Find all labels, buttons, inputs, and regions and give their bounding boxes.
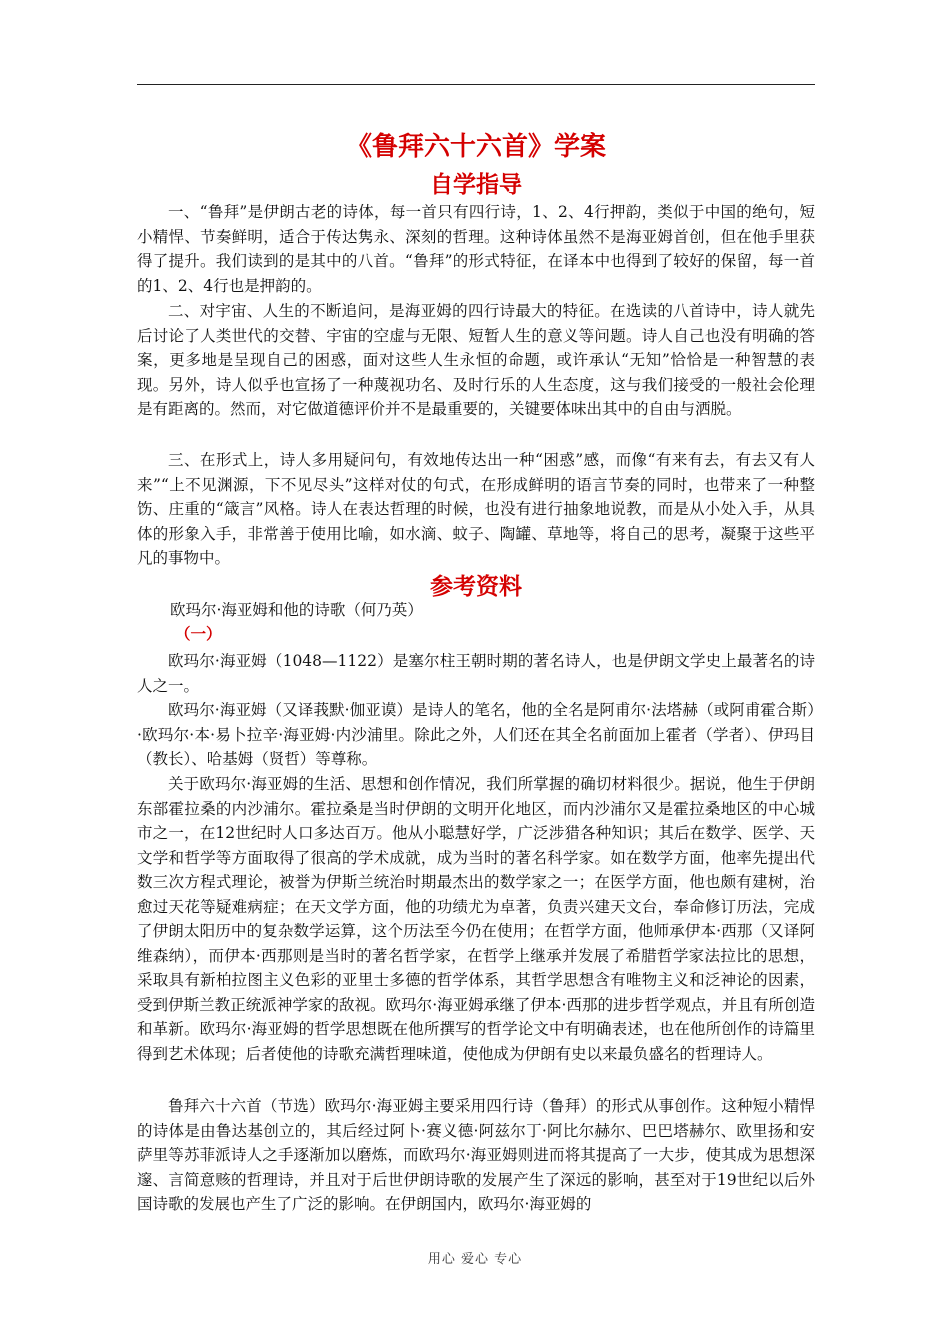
page-footer: 用心 爱心 专心 (427, 1252, 523, 1267)
reference-paragraph-4: 鲁拜六十六首（节选）欧玛尔·海亚姆主要采用四行诗（鲁拜）的形式从事创作。这种短小精悍的诗体是由鲁达基创立的，其后经过阿卜·赛义德·阿兹尔丁·阿比尔赫尔、巴巴塔赫尔、欧里扬和安萨里等苏菲派诗人之手逐渐加以磨炼，而欧玛尔·海亚姆则进而将其提高了一大步，使其成为思想深邃、言简意赅的哲理诗，并且对于后世伊朗诗歌的发展产生了深远的影响，甚至对于19世纪以后外国诗歌的发展也产生了广泛的影响。在伊朗国内，欧玛尔·海亚姆的 (137, 1097, 815, 1213)
reference-paragraph-3: 关于欧玛尔·海亚姆的生活、思想和创作情况，我们所掌握的确切材料很少。据说，他生于伊朗东部霍拉桑的内沙浦尔。霍拉桑是当时伊朗的文明开化地区，而内沙浦尔又是霍拉桑地区的中心城市之一，在12世纪时人口多达百万。他从小聪慧好学，广泛涉猎各种知识；其后在数学、医学、天文学和哲学等方面取得了很高的学术成就，成为当时的著名科学家。如在数学方面，他率先提出代数三次方程式理论，被誉为伊斯兰统治时期最杰出的数学家之一；在医学方面，他也颇有建树，治愈过天花等疑难病症；在天文学方面，他的功绩尤为卓著，负责兴建天文台，奉命修订历法，完成了伊朗太阳历中的复杂数学运算，这个历法至今仍在使用；在哲学方面，他师承伊本·西那（又译阿维森纳），而伊本·西那则是当时的著名哲学家，在哲学上继承并发展了希腊哲学家法拉比的思想，采取具有新柏拉图主义色彩的亚里士多德的哲学体系，其哲学思想含有唯物主义和泛神论的因素，受到伊斯兰教正统派神学家的敌视。欧玛尔·海亚姆承继了伊本·西那的进步哲学观点，并且有所创造和革新。欧玛尔·海亚姆的哲学思想既在他所撰写的哲学论文中有明确表述，也在他所创作的诗篇里得到艺术体现；后者使他的诗歌充满哲理味道，使他成为伊朗有史以来最负盛名的哲理诗人。 (137, 775, 815, 1063)
section-heading-references: 参考资料 (430, 573, 522, 600)
guide-paragraph-3: 三、在形式上，诗人多用疑问句，有效地传达出一种“困惑”感，而像“有来有去，有去又有人来”“上不见渊源，下不见尽头”这样对仗的句式，在形成鲜明的语言节奏的同时，也带来了一种整饬、庄重的“箴言”风格。诗人在表达哲理的时候，也没有进行抽象地说教，而是从小处入手，从具体的形象入手，非常善于使用比喻，如水滴、蚊子、陶罐、草地等，将自己的思考，凝聚于这些平凡的事物中。 (137, 451, 815, 567)
reference-paragraph-2: 欧玛尔·海亚姆（又译莪默·伽亚谟）是诗人的笔名，他的全名是阿甫尔·法塔赫（或阿甫霍合斯）·欧玛尔·本·易卜拉辛·海亚姆·内沙浦里。除此之外，人们还在其全名前面加上霍者（学者）、伊玛目（教长）、哈基姆（贤哲）等尊称。 (137, 701, 815, 768)
section-heading-guide: 自学指导 (430, 171, 522, 198)
reference-paragraph-1: 欧玛尔·海亚姆（1048—1122）是塞尔柱王朝时期的著名诗人，也是伊朗文学史上最著名的诗人之一。 (137, 652, 815, 695)
part-label: （一） (175, 624, 222, 643)
header-rule (137, 84, 815, 85)
reference-subtitle: 欧玛尔·海亚姆和他的诗歌（何乃英） (170, 601, 423, 619)
guide-paragraph-1: 一、“鲁拜”是伊朗古老的诗体，每一首只有四行诗，1、2、4行押韵，类似于中国的绝句，短小精悍、节奏鲜明，适合于传达隽永、深刻的哲理。这种诗体虽然不是海亚姆首创，但在他手里获得了提升。我们读到的是其中的八首。“鲁拜”的形式特征，在译本中也得到了较好的保留，每一首的1、2、4行也是押韵的。 (137, 203, 815, 295)
guide-paragraph-2: 二、对宇宙、人生的不断追问，是海亚姆的四行诗最大的特征。在选读的八首诗中，诗人就先后讨论了人类世代的交替、宇宙的空虚与无限、短暂人生的意义等问题。诗人自己也没有明确的答案，更多地是呈现自己的困惑，面对这些人生永恒的命题，或许承认“无知”恰恰是一种智慧的表现。另外，诗人似乎也宣扬了一种蔑视功名、及时行乐的人生态度，这与我们接受的一般社会伦理是有距离的。然而，对它做道德评价并不是最重要的，关键要体味出其中的自由与洒脱。 (137, 302, 815, 418)
page-title: 《鲁拜六十六首》学案 (345, 132, 606, 162)
